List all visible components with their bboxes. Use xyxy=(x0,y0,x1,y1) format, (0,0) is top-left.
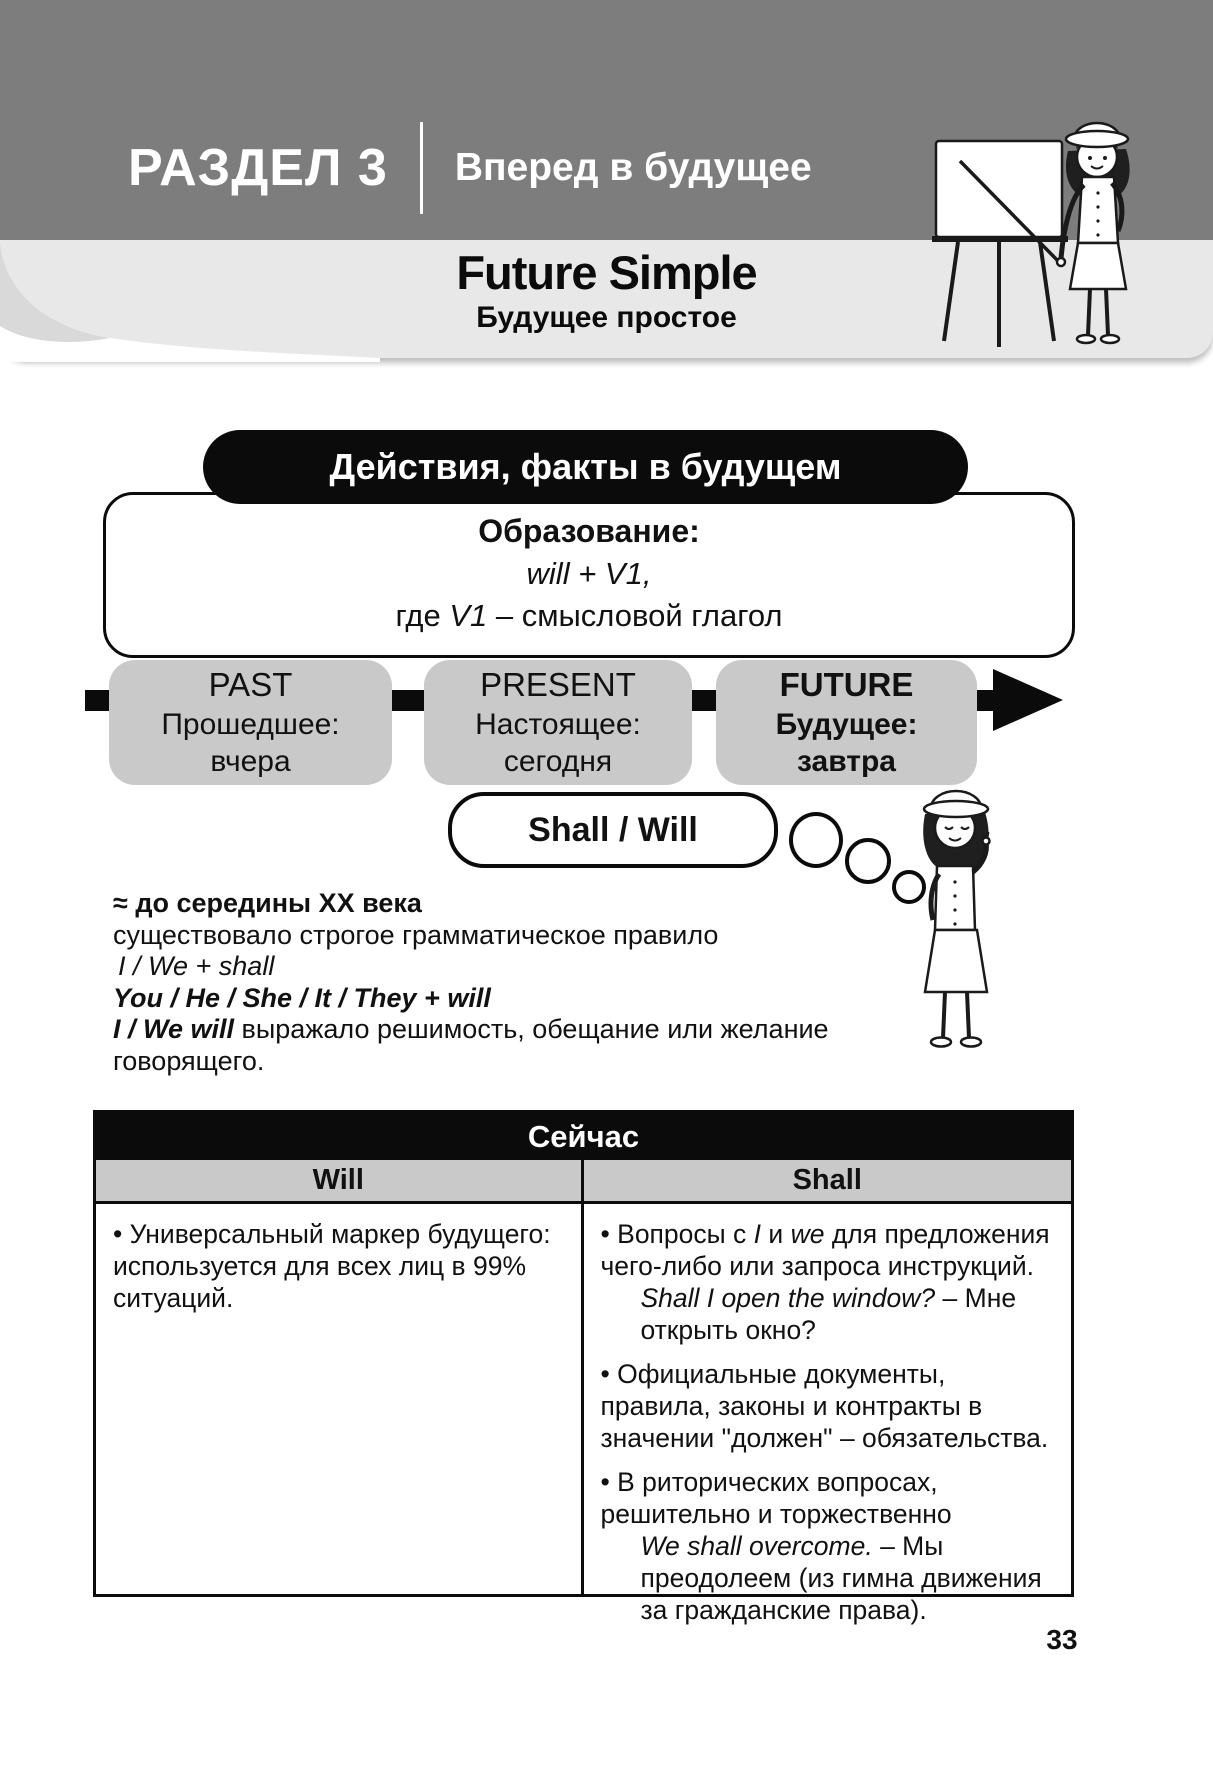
timeline-name: PAST xyxy=(208,665,293,703)
table-title: Сейчас xyxy=(96,1113,1071,1160)
chapter-title-russian: Будущее простое xyxy=(476,300,737,334)
timeline xyxy=(0,660,1213,785)
teacher-figure xyxy=(1057,123,1130,343)
thought-bubble-icon xyxy=(845,838,891,884)
timeline-example: завтра xyxy=(797,744,896,778)
history-line: ≈ до середины XX века xyxy=(113,888,422,918)
timeline-label: Будущее: xyxy=(775,707,918,741)
section-title: Вперед в будущее xyxy=(454,146,812,189)
shall-will-history-note xyxy=(113,888,858,1077)
history-line: You / He / She / It / They + will xyxy=(113,982,491,1013)
formation-formula: will + V1, xyxy=(526,556,652,591)
timeline-name: FUTURE xyxy=(779,665,914,703)
shall-example: Shall I open the window? – Мне открыть окно? xyxy=(640,1283,1017,1345)
table-body-row xyxy=(96,1204,1071,1625)
section-header-row xyxy=(128,122,812,214)
header-divider xyxy=(420,122,423,214)
timeline-item-present xyxy=(424,660,692,785)
will-point: • Универсальный маркер будущего: используется для всех лиц в 99% ситуаций. xyxy=(113,1219,551,1313)
timeline-item-future xyxy=(716,660,977,785)
shall-will-table xyxy=(93,1110,1074,1625)
usage-banner: Действия, факты в будущем xyxy=(203,430,968,504)
shall-example: We shall overcome. – Мы преодолеем (из гимна движения за гражданские права). xyxy=(640,1531,1042,1625)
formation-box xyxy=(103,492,1075,658)
chapter-title-english: Future Simple xyxy=(456,246,757,299)
history-line: говорящего. xyxy=(113,1045,265,1076)
timeline-name: PRESENT xyxy=(480,665,636,703)
section-number: РАЗДЕЛ 3 xyxy=(128,139,388,197)
formation-heading: Образование: xyxy=(478,513,700,549)
page-number: 33 xyxy=(1046,1624,1078,1655)
timeline-example: вчера xyxy=(210,744,291,778)
will-cell xyxy=(96,1204,584,1594)
timeline-example: сегодня xyxy=(503,744,613,778)
column-header-will: Will xyxy=(96,1160,584,1201)
thinking-girl-illustration xyxy=(895,780,1020,1065)
timeline-item-past xyxy=(109,660,392,785)
table-header-row xyxy=(96,1160,1071,1204)
timeline-label: Настоящее: xyxy=(475,707,641,741)
shall-point: • Вопросы с I и we для предложения чего-либо или запроса инструкций. xyxy=(600,1219,1050,1281)
teacher-illustration xyxy=(930,105,1155,370)
timeline-label: Прошедшее: xyxy=(161,707,340,741)
thought-bubble-icon xyxy=(789,812,843,868)
shall-cell xyxy=(584,1204,1072,1625)
shall-point: • В риторических вопросах, решительно и торжественно xyxy=(600,1467,952,1529)
history-line: существовало строгое грамматическое правило xyxy=(113,919,719,950)
timeline-arrow-icon xyxy=(993,669,1063,731)
shall-will-pill: Shall / Will xyxy=(448,792,778,868)
shall-point: • Официальные документы, правила, законы и контракты в значении "должен" – обязательства. xyxy=(600,1359,1049,1453)
formation-note: где V1 – смысловой глагол xyxy=(395,598,783,633)
history-line: I / We + shall xyxy=(118,951,275,981)
history-line: I / We will выражало решимость, обещание или желание xyxy=(113,1014,829,1044)
column-header-shall: Shall xyxy=(584,1160,1072,1201)
